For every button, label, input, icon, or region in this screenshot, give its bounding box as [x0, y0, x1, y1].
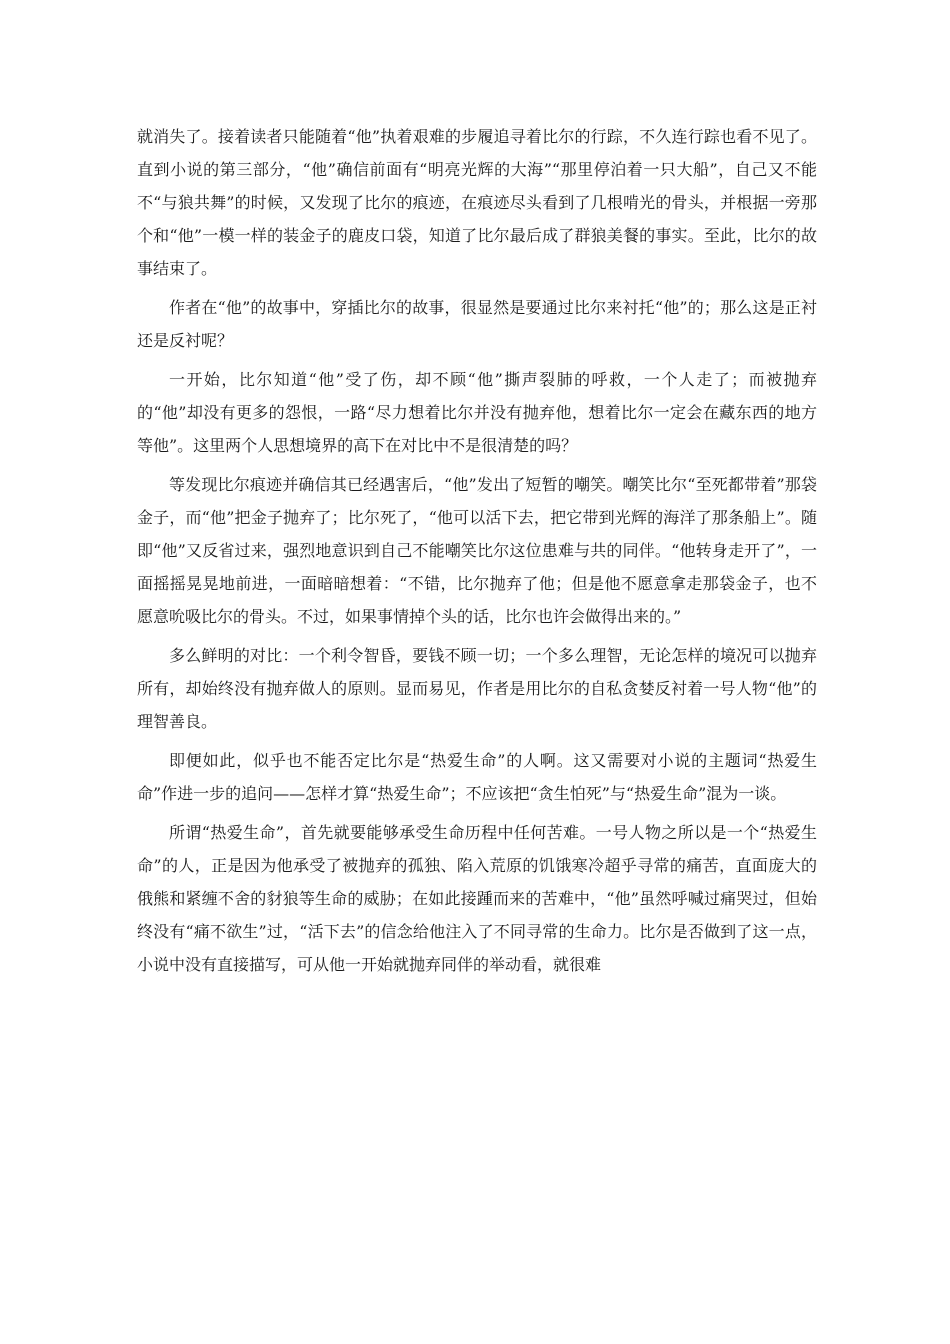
- paragraph-1: 就消失了。接着读者只能随着“他”执着艰难的步履追寻着比尔的行踪，不久连行踪也看不见了。直到小说的第三部分，“他”确信前面有“明亮光辉的大海”“那里停泊着一只大船”，自己又不能不“与狼共舞”的时候，又发现了比尔的痕迹，在痕迹尽头看到了几根啃光的骨头，并根据一旁那个和“他”一模一样的装金子的鹿皮口袋，知道了比尔最后成了群狼美餐的事实。至此，比尔的故事结束了。: [137, 127, 817, 278]
- paragraph-5: 多么鲜明的对比：一个利令智昏，要钱不顾一切；一个多么理智，无论怎样的境况可以抛弃所有，却始终没有抛弃做人的原则。显而易见，作者是用比尔的自私贪婪反衬着一号人物“他”的理智善良。: [137, 646, 817, 731]
- article-body: [137, 120, 817, 987]
- paragraph-4: 等发现比尔痕迹并确信其已经遇害后，“他”发出了短暂的嘲笑。嘲笑比尔“至死都带着”那袋金子，而“他”把金子抛弃了；比尔死了，“他可以活下去，把它带到光辉的海洋了那条船上”。随即“他”又反省过来，强烈地意识到自己不能嘲笑比尔这位患难与共的同伴。“他转身走开了”，一面摇摇晃晃地前进，一面暗暗想着：“不错，比尔抛弃了他；但是他不愿意拿走那袋金子，也不愿意吮吸比尔的骨头。不过，如果事情掉个头的话，比尔也许会做得出来的。”: [137, 475, 817, 626]
- paragraph-2: 作者在“他”的故事中，穿插比尔的故事，很显然是要通过比尔来衬托“他”的；那么这是正衬还是反衬呢？: [137, 298, 817, 350]
- paragraph-7: 所谓“热爱生命”，首先就要能够承受生命历程中任何苦难。一号人物之所以是一个“热爱生命”的人，正是因为他承受了被抛弃的孤独、陷入荒原的饥饿寒冷超乎寻常的痛苦，直面庞大的俄熊和紧缠不舍的豺狼等生命的威胁；在如此接踵而来的苦难中，“他”虽然呼喊过痛哭过，但始终没有“痛不欲生”过，“活下去”的信念给他注入了不同寻常的生命力。比尔是否做到了这一点，小说中没有直接描写，可从他一开始就抛弃同伴的举动看，就很难: [137, 823, 817, 974]
- paragraph-3: 一开始，比尔知道“他”受了伤，却不顾“他”撕声裂肺的呼救，一个人走了；而被抛弃的“他”却没有更多的怨恨，一路“尽力想着比尔并没有抛弃他，想着比尔一定会在藏东西的地方等他”。这里两个人思想境界的高下在对比中不是很清楚的吗？: [137, 370, 817, 455]
- paragraph-6: 即便如此，似乎也不能否定比尔是“热爱生命”的人啊。这又需要对小说的主题词“热爱生命”作进一步的追问——怎样才算“热爱生命”；不应该把“贪生怕死”与“热爱生命”混为一谈。: [137, 751, 817, 803]
